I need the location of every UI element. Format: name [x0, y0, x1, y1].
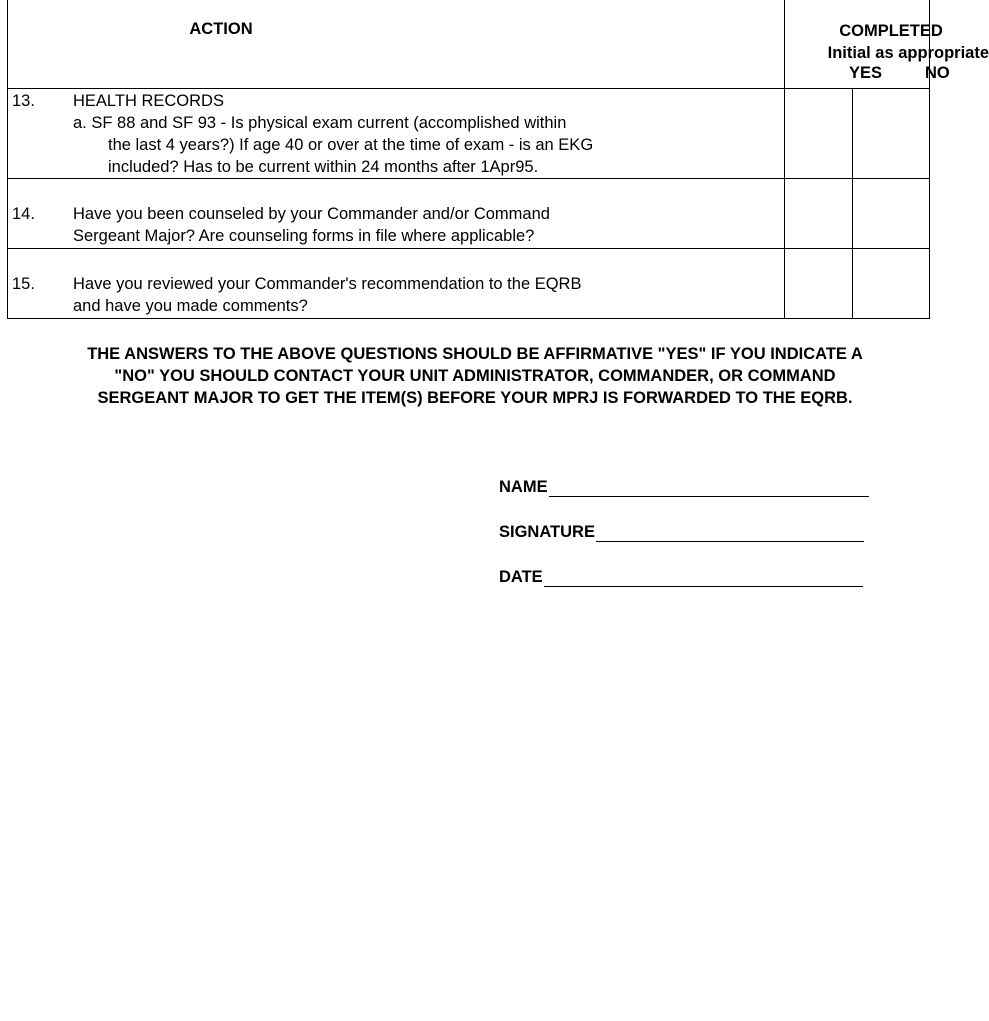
date-field: [499, 568, 863, 587]
action-header-label: ACTION: [189, 20, 253, 38]
date-input-line[interactable]: [544, 570, 863, 587]
name-field: [499, 478, 869, 497]
item-14-yes-initial-box[interactable]: [785, 178, 853, 248]
name-label: NAME: [499, 478, 548, 496]
signature-label: SIGNATURE: [499, 523, 595, 541]
item-14-action: [8, 178, 785, 248]
table-row: [8, 178, 930, 248]
item-13-yes-initial-box[interactable]: [785, 88, 853, 178]
signature-field: [499, 523, 864, 542]
table-row: [8, 88, 930, 178]
item-number: 13.: [12, 91, 35, 110]
notice-line-1: THE ANSWERS TO THE ABOVE QUESTIONS SHOULD BE AFFIRMATIVE "YES" IF YOU INDICATE A: [87, 345, 863, 363]
table-header-row: [8, 0, 930, 88]
item-text-line-1: Have you been counseled by your Commander and/or Command: [73, 204, 550, 223]
item-text-line-2: and have you made comments?: [73, 296, 308, 315]
item-number: 15.: [12, 274, 35, 293]
instructions-notice: [0, 343, 950, 409]
item-subitem-a: a. SF 88 and SF 93 - Is physical exam current (accomplished within: [73, 113, 567, 132]
item-subitem-a-cont-1: the last 4 years?) If age 40 or over at the time of exam - is an EKG: [108, 135, 594, 154]
table-row: [8, 248, 930, 318]
item-15-action: [8, 248, 785, 318]
no-header-label: NO: [925, 64, 950, 82]
item-number: 14.: [12, 204, 35, 223]
item-13-no-initial-box[interactable]: [853, 88, 930, 178]
completed-column-header: [785, 0, 989, 88]
yes-header-label: YES: [849, 64, 883, 82]
notice-line-3: SERGEANT MAJOR TO GET THE ITEM(S) BEFORE YOUR MPRJ IS FORWARDED TO THE EQRB.: [97, 389, 853, 407]
name-input-line[interactable]: [549, 480, 869, 497]
item-text-line-1: Have you reviewed your Commander's recommendation to the EQRB: [73, 274, 582, 293]
completed-header-label: COMPLETED: [839, 22, 943, 40]
item-15-yes-initial-box[interactable]: [785, 248, 853, 318]
item-text-line-2: Sergeant Major? Are counseling forms in file where applicable?: [73, 226, 535, 245]
item-15-no-initial-box[interactable]: [853, 248, 930, 318]
item-subitem-a-cont-2: included? Has to be current within 24 months after 1Apr95.: [108, 157, 539, 176]
notice-line-2: "NO" YOU SHOULD CONTACT YOUR UNIT ADMINISTRATOR, COMMANDER, OR COMMAND: [114, 367, 836, 385]
signature-input-line[interactable]: [596, 525, 864, 542]
action-column-header: [8, 0, 785, 88]
yes-no-subheader: [785, 64, 950, 86]
checklist-table: [7, 0, 989, 319]
item-title: HEALTH RECORDS: [73, 91, 224, 110]
date-label: DATE: [499, 568, 543, 586]
initial-note-label: Initial as appropriate: [827, 44, 989, 62]
item-13-action: [8, 88, 785, 178]
item-14-no-initial-box[interactable]: [853, 178, 930, 248]
